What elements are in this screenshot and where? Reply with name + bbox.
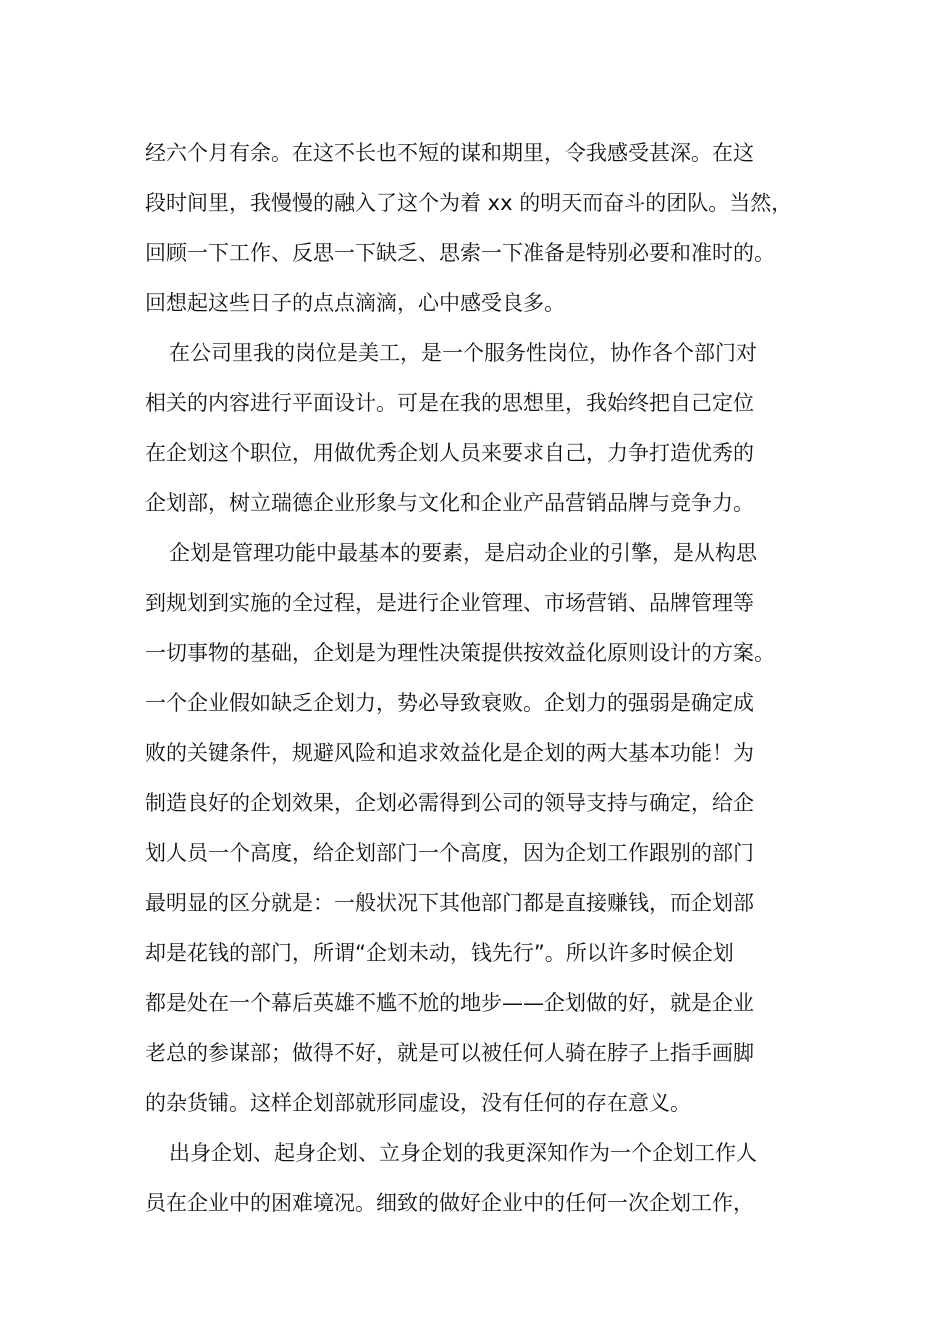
text-line: 段时间里，我慢慢的融入了这个为着 xx 的明天而奋斗的团队。当然，: [145, 191, 793, 215]
text-line: 经六个月有余。在这不长也不短的谋和期里，令我感受甚深。在这: [145, 141, 754, 165]
text-line: 回想起这些日子的点点滴滴，心中感受良多。: [145, 291, 565, 315]
text-line: 在公司里我的岗位是美工，是一个服务性岗位，协作各个部门对: [169, 341, 757, 365]
paragraph: [145, 1128, 825, 1228]
text-line: 制造良好的企划效果，企划必需得到公司的领导支持与确定，给企: [145, 791, 754, 815]
paragraph: [145, 328, 825, 528]
text-line: 到规划到实施的全过程，是进行企业管理、市场营销、品牌管理等: [145, 591, 754, 615]
text-line: 却是花钱的部门，所谓“企划未动，钱先行”。所以许多时候企划: [145, 941, 734, 965]
text-line: 一切事物的基础，企划是为理性决策提供按效益化原则设计的方案。: [145, 641, 775, 665]
text-line: 最明显的区分就是：一般状况下其他部门都是直接赚钱，而企划部: [145, 891, 754, 915]
document-body: [145, 128, 825, 1228]
text-line: 回顾一下工作、反思一下缺乏、思索一下准备是特别必要和准时的。: [145, 241, 775, 265]
text-line: 相关的内容进行平面设计。可是在我的思想里，我始终把自己定位: [145, 391, 754, 415]
text-line: 员在企业中的困难境况。细致的做好企业中的任何一次企划工作，: [145, 1191, 754, 1215]
text-line: 企划是管理功能中最基本的要素，是启动企业的引擎，是从构思: [169, 541, 757, 565]
text-line: 都是处在一个幕后英雄不尴不尬的地步——企划做的好，就是企业: [145, 991, 754, 1015]
paragraph: [145, 128, 825, 328]
text-line: 划人员一个高度，给企划部门一个高度，因为企划工作跟别的部门: [145, 841, 754, 865]
text-line: 一个企业假如缺乏企划力，势必导致衰败。企划力的强弱是确定成: [145, 691, 754, 715]
text-line: 的杂货铺。这样企划部就形同虚设，没有任何的存在意义。: [145, 1091, 691, 1115]
text-line: 出身企划、起身企划、立身企划的我更深知作为一个企划工作人: [169, 1141, 757, 1165]
text-line: 企划部，树立瑞德企业形象与文化和企业产品营销品牌与竞争力。: [145, 491, 754, 515]
text-line: 败的关键条件，规避风险和追求效益化是企划的两大基本功能！为: [145, 741, 754, 765]
text-line: 在企划这个职位，用做优秀企划人员来要求自己，力争打造优秀的: [145, 441, 754, 465]
paragraph: [145, 528, 825, 1128]
text-line: 老总的参谋部；做得不好，就是可以被任何人骑在脖子上指手画脚: [145, 1041, 754, 1065]
